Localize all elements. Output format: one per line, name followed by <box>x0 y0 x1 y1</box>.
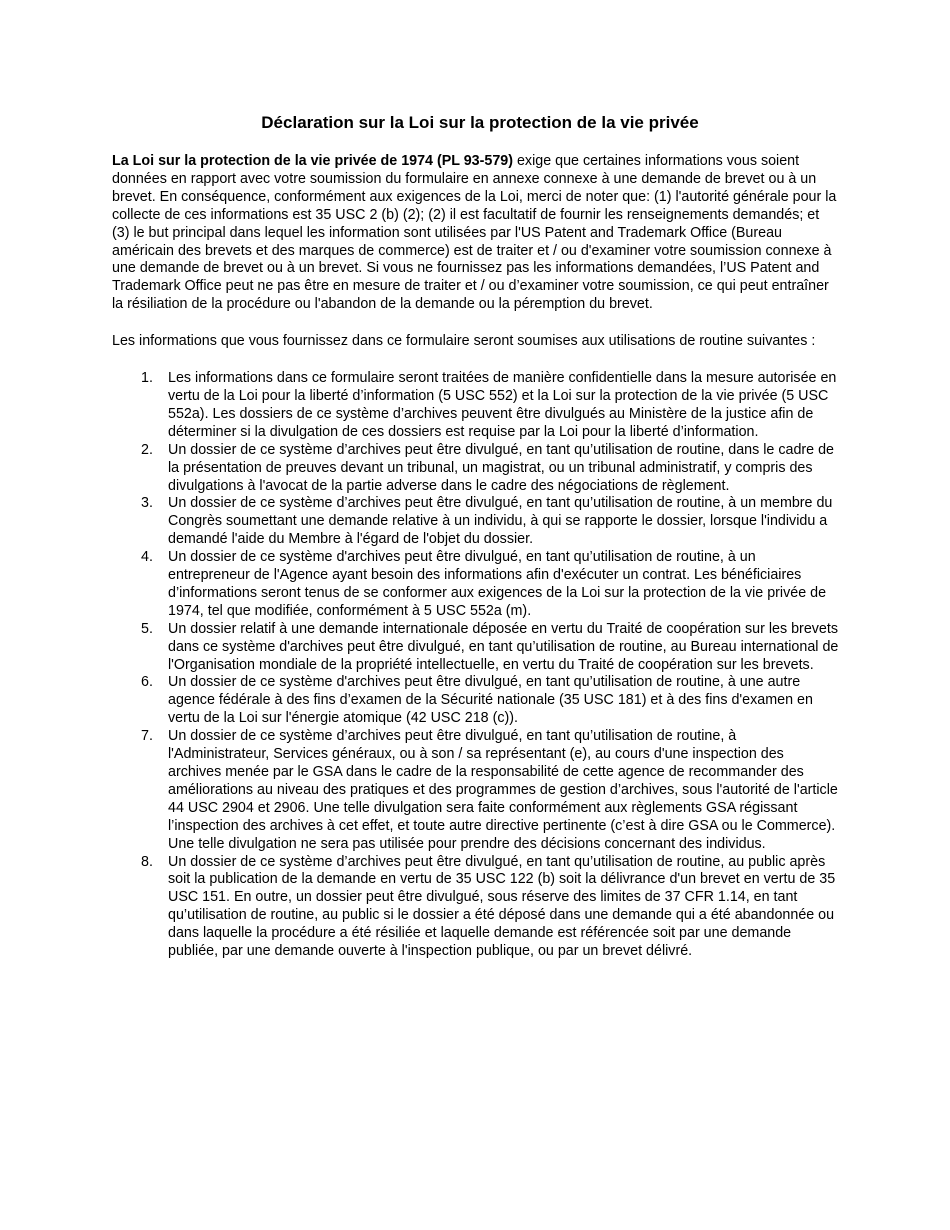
list-item-number: 1. <box>141 370 153 387</box>
list-item-number: 2. <box>141 441 153 458</box>
list-item-text: Un dossier de ce système d’archives peut être divulgué, en tant qu’utilisation de routine, à un membre du Congrès soumettant une demande relative à un individu, à qui se rapporte le dossier, lorsque l'individu a demandé l'aide du Membre à l'égard de l'objet du dossier. <box>168 495 833 548</box>
list-item-text: Un dossier de ce système d’archives peut être divulgué, en tant qu’utilisation de routine, dans le cadre de la présentation de preuves devant un tribunal, un magistrat, ou un tribunal administratif, y compris des divulgations à l'avocat de la partie adverse dans le cadre des négociations de règlement. <box>168 441 834 494</box>
document-title: Déclaration sur la Loi sur la protection de la vie privée <box>261 113 699 132</box>
document-page <box>112 112 840 961</box>
list-item-text: Un dossier de ce système d’archives peut être divulgué, en tant qu’utilisation de routine, à l'Administrateur, Services généraux, ou à son / sa représentant (e), au cours d'une inspection des archives menée par le GSA dans le cadre de la responsabilité de cette agence de recommander des améliorations au niveau des pratiques et des programmes de gestion d’archives, sous l'autorité de l'article 44 USC 2904 et 2906. Une telle divulgation sera faite conformément aux règlements GSA régissant l’inspection des archives à cet effet, et toute autre directive pertinente (c’est à dire GSA ou le Commerce). Une telle divulgation ne sera pas utilisée pour prendre des décisions concernant des individus. <box>168 728 838 852</box>
list-item-number: 6. <box>141 674 153 691</box>
list-item-number: 5. <box>141 620 153 637</box>
list-item <box>112 621 840 675</box>
list-item <box>112 728 840 853</box>
routine-uses-list <box>112 370 840 961</box>
list-item <box>112 549 840 621</box>
list-item-text: Un dossier de ce système d’archives peut être divulgué, en tant qu’utilisation de routine, au public après soit la publication de la demande en vertu de 35 USC 122 (b) soit la délivrance d'un brevet en vertu de 35 USC 151. En outre, un dossier peut être divulgué, sous réserve des limites de 37 CFR 1.14, en tant qu’utilisation de routine, au public si le dossier a été déposé dans une demande qui a été abandonnée ou dans laquelle la procédure a été résiliée et laquelle demande est référencée soit par une demande publiée, par une demande ouverte à l'inspection publique, ou par un brevet délivré. <box>168 853 836 960</box>
list-item-text: Un dossier relatif à une demande internationale déposée en vertu du Traité de coopération sur les brevets dans ce système d'archives peut être divulgué, en tant qu’utilisation de routine, au Bureau international de l'Organisation mondiale de la propriété intellectuelle, en vertu du Traité de coopération sur les brevets. <box>168 620 839 673</box>
list-item-number: 8. <box>141 853 153 870</box>
intro-law-reference: La Loi sur la protection de la vie privée de 1974 (PL 93-579) <box>112 153 513 169</box>
list-item <box>112 495 840 549</box>
list-item-number: 7. <box>141 728 153 745</box>
list-item <box>112 370 840 442</box>
list-item <box>112 854 840 961</box>
routine-uses-intro: Les informations que vous fournissez dans ce formulaire seront soumises aux utilisations de routine suivantes : <box>112 333 816 350</box>
list-item-text: Les informations dans ce formulaire seront traitées de manière confidentielle dans la mesure autorisée en vertu de la Loi pour la liberté d’information (5 USC 552) et la Loi sur la protection de la vie privée (5 USC 552a). Les dossiers de ce système d’archives peuvent être divulgués au Ministère de la justice afin de déterminer si la divulgation de ces dossiers est requise par la Loi pour la liberté d’information. <box>168 370 837 440</box>
list-item-number: 4. <box>141 549 153 566</box>
list-item <box>112 674 840 728</box>
list-item-text: Un dossier de ce système d'archives peut être divulgué, en tant qu’utilisation de routine, à un entrepreneur de l'Agence ayant besoin des informations afin d'exécuter un contrat. Les bénéficiaires d’informations seront tenus de se conformer aux exigences de la Loi sur la protection de la vie privée de 1974, tel que modifiée, conformément à 5 USC 552a (m). <box>168 549 827 619</box>
list-item-text: Un dossier de ce système d'archives peut être divulgué, en tant qu’utilisation de routine, à une autre agence fédérale à des fins d’examen de la Sécurité nationale (35 USC 181) et à des fins d'examen en vertu de la Loi sur l'énergie atomique (42 USC 218 (c)). <box>168 674 813 727</box>
intro-text: exige que certaines informations vous soient données en rapport avec votre soumission du formulaire en annexe connexe à une demande de brevet ou à un brevet. En conséquence, conformément aux exigences de la Loi, merci de noter que: (1) l'autorité générale pour la collecte de ces informations est 35 USC 2 (b) (2); (2) il est facultatif de fournir les renseignements demandés; et (3) le but principal dans lequel les information sont utilisées par l'US Patent and Trademark Office (Bureau américain des brevets et des marques de commerce) est de traiter et / ou d'examiner votre soumission connexe à une demande de brevet ou à un brevet. Si vous ne fournissez pas les informations demandées, l’US Patent and Trademark Office peut ne pas être en mesure de traiter et / ou d’examiner votre soumission, ce qui peut entraîner la résiliation de la procédure ou l'abandon de la demande ou la péremption du brevet. <box>112 153 837 313</box>
list-item <box>112 442 840 496</box>
list-item-number: 3. <box>141 495 153 512</box>
intro-paragraph <box>112 153 840 314</box>
